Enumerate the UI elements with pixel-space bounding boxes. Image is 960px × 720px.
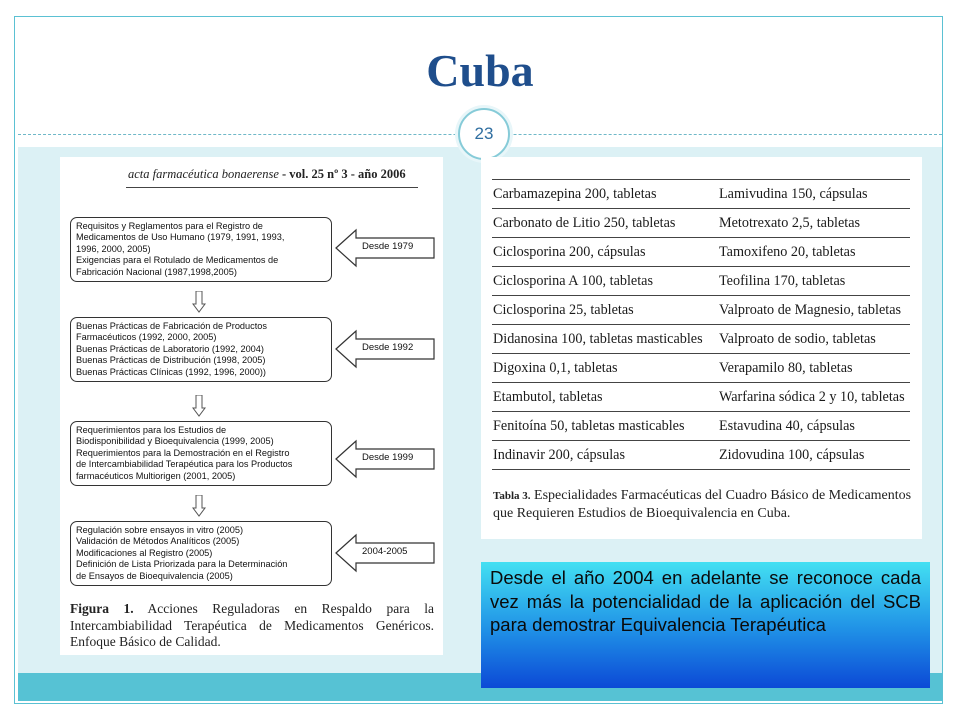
table-cell: Teofilina 170, tabletas: [719, 273, 846, 289]
arrow-label-2: [334, 329, 438, 369]
figure-caption-text: Acciones Reguladoras en Respaldo para la Intercambiabilidad Terapéutica de Medicamentos Genéricos. Enfoque Básico de Calidad.: [70, 601, 434, 649]
highlight-note: Desde el año 2004 en adelante se reconoce cada vez más la potencialidad de la aplicación del SCB para demostrar Equivalencia Terapéutica: [481, 562, 930, 688]
flow-box-line: Fabricación Nacional (1987,1998,2005): [76, 266, 237, 277]
table-cell: Carbonato de Litio 250, tabletas: [493, 215, 676, 231]
journal-name: acta farmacéutica bonaerense: [128, 167, 279, 181]
flow-box-line: Buenas Prácticas de Laboratorio (1992, 2004): [76, 343, 264, 354]
table-cell: Warfarina sódica 2 y 10, tabletas: [719, 389, 905, 405]
flow-box-line: Buenas Prácticas Clínicas (1992, 1996, 2000)): [76, 366, 266, 377]
table-cell: Didanosina 100, tabletas masticables: [493, 331, 703, 347]
table-cell: Indinavir 200, cápsulas: [493, 447, 625, 463]
table-cell: Ciclosporina 200, cápsulas: [493, 244, 646, 260]
table-row: [492, 267, 910, 296]
page-number-badge: [458, 108, 510, 160]
flow-box-1: [70, 217, 332, 282]
table-cell: Etambutol, tabletas: [493, 389, 603, 405]
arrow-label-text: Desde 1999: [362, 452, 414, 463]
arrow-label-3: [334, 439, 438, 479]
figure-caption: [70, 601, 434, 651]
page-number: 23: [474, 124, 494, 143]
table-cell: Metotrexato 2,5, tabletas: [719, 215, 861, 231]
table-cell: Estavudina 40, cápsulas: [719, 418, 855, 434]
table-cell: Ciclosporina A 100, tabletas: [493, 273, 653, 289]
flow-box-line: Requerimientos para los Estudios de: [76, 425, 227, 435]
flow-box-line: Regulación sobre ensayos in vitro (2005): [76, 525, 243, 535]
table-row: [492, 412, 910, 441]
table-row: [492, 209, 910, 238]
table-row: [492, 238, 910, 267]
table-row: [492, 296, 910, 325]
down-arrow-icon: [192, 495, 206, 517]
regulatory-figure: [60, 157, 443, 655]
flow-box-line: farmacéuticos Multiorigen (2001, 2005): [76, 470, 236, 481]
table-row: [492, 441, 910, 470]
table-caption: [493, 487, 913, 523]
table-row: [492, 383, 910, 412]
flow-box-2: [70, 317, 332, 382]
arrow-label-text: Desde 1979: [362, 241, 414, 252]
flow-box-line: Definición de Lista Priorizada para la Determinación: [76, 559, 288, 570]
arrow-label-text: Desde 1992: [362, 342, 414, 353]
flow-box-line: Requerimientos para la Demostración en el Registro: [76, 447, 290, 458]
flow-box-line: Buenas Prácticas de Distribución (1998, 2005): [76, 355, 266, 366]
table-row: [492, 325, 910, 354]
journal-rule: [126, 187, 418, 188]
medicines-table: [481, 157, 922, 539]
flow-box-line: Buenas Prácticas de Fabricación de Productos: [76, 321, 267, 331]
flow-box-line: 1996, 2000, 2005): [76, 243, 151, 254]
flow-box-3: [70, 421, 332, 486]
arrow-label-text: 2004-2005: [362, 546, 408, 557]
table-cell: Tamoxifeno 20, tabletas: [719, 244, 856, 260]
table-caption-label: Tabla 3.: [493, 490, 531, 502]
arrow-label-1: [334, 228, 438, 268]
slide-title: Cuba: [426, 45, 534, 96]
arrow-label-4: [334, 533, 438, 573]
flow-box-line: Modificaciones al Registro (2005): [76, 547, 213, 558]
flow-box-4: [70, 521, 332, 586]
table-cell: Fenitoína 50, tabletas masticables: [493, 418, 685, 434]
table-cell: Verapamilo 80, tabletas: [719, 360, 853, 376]
down-arrow-icon: [192, 395, 206, 417]
flow-box-line: de Intercambiabilidad Terapéutica para los Productos: [76, 459, 293, 470]
table-cell: Carbamazepina 200, tabletas: [493, 186, 657, 202]
table-cell: Ciclosporina 25, tabletas: [493, 302, 634, 318]
table-cell: Lamivudina 150, cápsulas: [719, 186, 868, 202]
table-cell: Valproato de Magnesio, tabletas: [719, 302, 902, 318]
flow-box-line: Requisitos y Reglamentos para el Registro de: [76, 221, 263, 231]
down-arrow-icon: [192, 291, 206, 313]
flow-box-line: de Ensayos de Bioequivalencia (2005): [76, 570, 233, 581]
table-cell: Zidovudina 100, cápsulas: [719, 447, 865, 463]
table-cell: Digoxina 0,1, tabletas: [493, 360, 618, 376]
figure-caption-label: Figura 1.: [70, 601, 134, 616]
table-caption-text: Especialidades Farmacéuticas del Cuadro Básico de Medicamentos que Requieren Estudios de Bioequivalencia en Cuba.: [493, 488, 912, 521]
flow-box-line: Validación de Métodos Analíticos (2005): [76, 536, 240, 547]
table-cell: Valproato de sodio, tabletas: [719, 331, 876, 347]
journal-issue: - vol. 25 nº 3 - año 2006: [278, 167, 406, 181]
journal-header: [128, 167, 406, 182]
table-row: [492, 354, 910, 383]
flow-box-line: Exigencias para el Rotulado de Medicamentos de: [76, 255, 279, 266]
flow-box-line: Farmacéuticos (1992, 2000, 2005): [76, 332, 217, 343]
table-row: [492, 180, 910, 209]
flow-box-line: Biodisponibilidad y Bioequivalencia (1999, 2005): [76, 436, 274, 447]
flow-box-line: Medicamentos de Uso Humano (1979, 1991, 1993,: [76, 232, 285, 243]
